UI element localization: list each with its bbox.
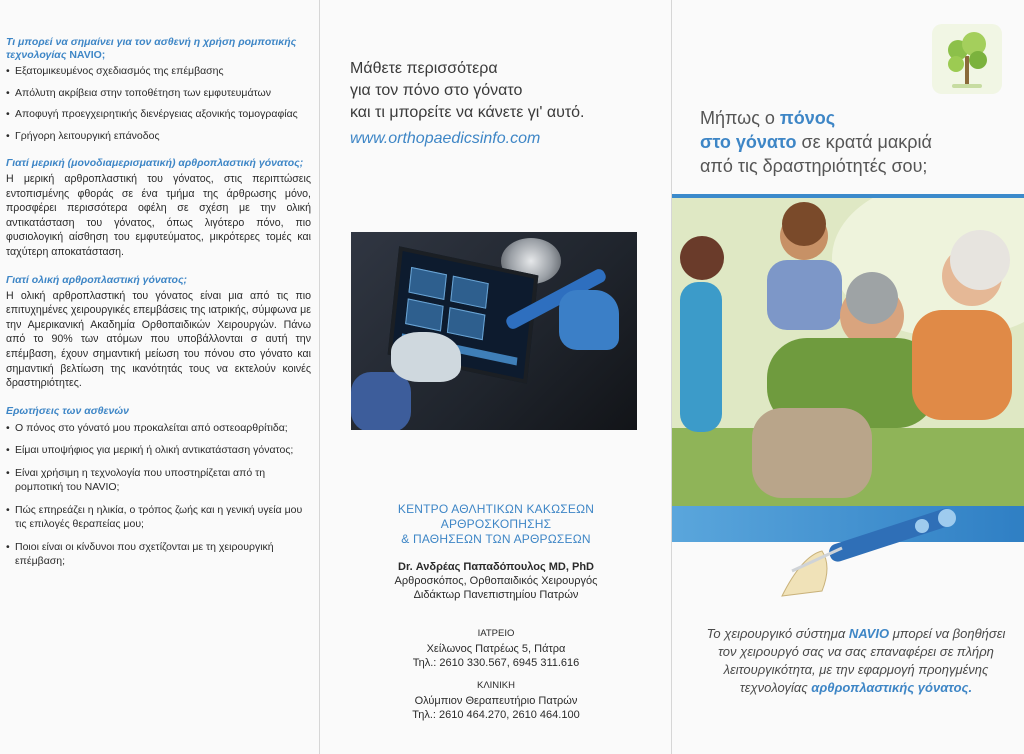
list-item: • Εξατομικευμένος σχεδιασμός της επέμβασης [6,64,311,79]
learn-line: για τον πόνο στο γόνατο [350,82,523,99]
office-address: Χείλωνος Πατρέως 5, Πάτρα [426,642,566,655]
list-item: • Ο πόνος στο γόνατό μου προκαλείται από οστεοαρθρίτιδα; [6,421,311,436]
doctor-title: Αρθροσκόπος, Ορθοπαιδικός Χειρουργός [394,575,598,587]
robotic-surgery-photo [351,232,637,430]
list-item: • Είμαι υποψήφιος για μερική ή ολική αντικατάσταση γόνατος; [6,443,311,458]
section-heading [6,36,311,62]
section-text: Η μερική αρθροπλαστική του γόνατος, στις περιπτώσεις εντοπισμένης φθοράς σε ένα τμήμα της άρθρωσης μόνο, προσφέρει περισσότερα οφέλη σε σχέση με την ολική αντικατάσταση του γόνατος, όπως λιγότερο πόνο, πιο φυσιολογική αίσθηση του εμφυτεύματος, μικρότερες τομές και ταχύτερη αποκατάσταση. [6,173,311,258]
navio-text: Το χειρουργικό σύστημα [706,626,849,641]
section-partial [6,157,311,260]
panel-left [0,0,320,754]
center-line: ΑΡΘΡΟΣΚΟΠΗΣΗΣ [440,517,552,531]
navio-text: μπορεί να βοηθήσει τον χειρουργό σας να σας επαναφέρει σε πλήρη λειτουργικότητα, με την εφαρμογή προηγμένης τεχνολογίας [718,626,1006,695]
list-item: • Απόλυτη ακρίβεια στην τοποθέτηση των εμφυτευμάτων [6,86,311,101]
tagline-text: σε κρατά μακριά [796,132,932,152]
learn-more-block [350,58,650,150]
doctor-info [320,560,672,602]
clinic-label: ΚΛΙΝΙΚΗ [476,680,516,691]
website-link[interactable]: www.orthopaedicsinfo.com [350,130,541,147]
list-item: • Ποιοι είναι οι κίνδυνοι που σχετίζονται με τη χειρουργική επέμβαση; [6,540,311,569]
screen-tile [405,298,444,331]
doctor-title: Διδάκτωρ Πανεπιστημίου Πατρών [413,589,579,601]
benefits-list [6,64,311,143]
navio-brand: NAVIO [848,626,890,641]
section-robotic-benefits [6,36,311,143]
clinic-phone: Τηλ.: 2610 464.270, 2610 464.100 [412,709,580,721]
center-name [320,502,672,547]
section-heading: Ερωτήσεις των ασθενών [6,404,130,417]
learn-line: Μάθετε περισσότερα [350,60,498,77]
list-item: • Αποφυγή προεγχειρητικής διενέργειας αξονικής τομογραφίας [6,107,311,122]
panel-cover [672,0,1024,754]
office-info [320,627,672,671]
center-line: ΚΕΝΤΡΟ ΑΘΛΗΤΙΚΩΝ ΚΑΚΩΣΕΩΝ [397,502,595,516]
list-item: • Γρήγορη λειτουργική επάνοδος [6,129,311,144]
tagline-text: Μήπως ο [700,108,780,128]
section-total [6,274,311,391]
heading-text: Τι μπορεί να σημαίνει για τον ασθενή η χρήση ρομποτικής τεχνολογίας [6,36,297,61]
tagline-highlight: στο γόνατο [700,132,797,152]
section-questions [6,405,311,569]
doctor-name: Dr. Ανδρέας Παπαδόπουλος MD, PhD [398,561,594,573]
family-photo [672,194,1024,506]
section-heading: Γιατί μερική (μονοδιαμερισματική) αρθροπλαστική γόνατος; [6,157,304,169]
surgeon-hand [559,290,619,350]
navio-description [706,625,1006,697]
surgeon-sleeve [351,372,411,430]
office-label: ΙΑΤΡΕΙΟ [477,628,515,639]
section-text: Η ολική αρθροπλαστική του γόνατος είναι μια από τις πιο επιτυχημένες χειρουργικές επεμβάσεις της ιατρικής, σύμφωνα με την Αμερικανική Ακαδημία Ορθοπαιδικών Χειρουργών. Πάνω από το 90% των ατόμων που υποβάλλονται σ αυτή την επέμβαση, έχουν σημαντική μείωση του πόνου στο γόνατο και σημαντική βελτίωση της ικανότητάς τους να εκτελούν κοινές δραστηριότητες. [6,289,311,390]
list-item: • Είναι χρήσιμη η τεχνολογία που υποστηρίζεται από τη ρομποτική του NAVIO; [6,466,311,495]
screen-tile [450,276,489,309]
center-line: & ΠΑΘΗΣΕΩΝ ΤΩΝ ΑΡΘΡΩΣΕΩΝ [401,532,591,546]
tagline-highlight: πόνος [779,108,836,128]
list-item: • Πώς επηρεάζει η ηλικία, ο τρόπος ζωής και η γενική υγεία μου τις επιλογές θεραπείας μου; [6,503,311,532]
screen-tile [447,307,486,340]
navio-highlight: αρθροπλαστικής γόνατος. [811,680,973,695]
tree-logo-icon [928,20,1006,98]
screen-tile [408,267,447,300]
section-heading: Γιατί ολική αρθροπλαστική γόνατος; [6,273,188,286]
questions-list [6,421,311,569]
learn-line: και τι μπορείτε να κάνετε γι' αυτό. [350,104,585,121]
tagline-text: από τις δραστηριότητές σου; [700,156,928,176]
panel-middle [320,0,672,754]
office-phone: Τηλ.: 2610 330.567, 6945 311.616 [412,657,580,669]
clinic-info [320,679,672,723]
family-illustration [672,198,1024,506]
surgeon-glove [391,332,461,382]
clinic-name: Ολύμπιον Θεραπευτήριο Πατρών [414,694,578,707]
navio-handpiece-icon [772,496,982,606]
cover-tagline [700,106,1000,178]
navio-brand: NAVIO; [69,49,106,61]
